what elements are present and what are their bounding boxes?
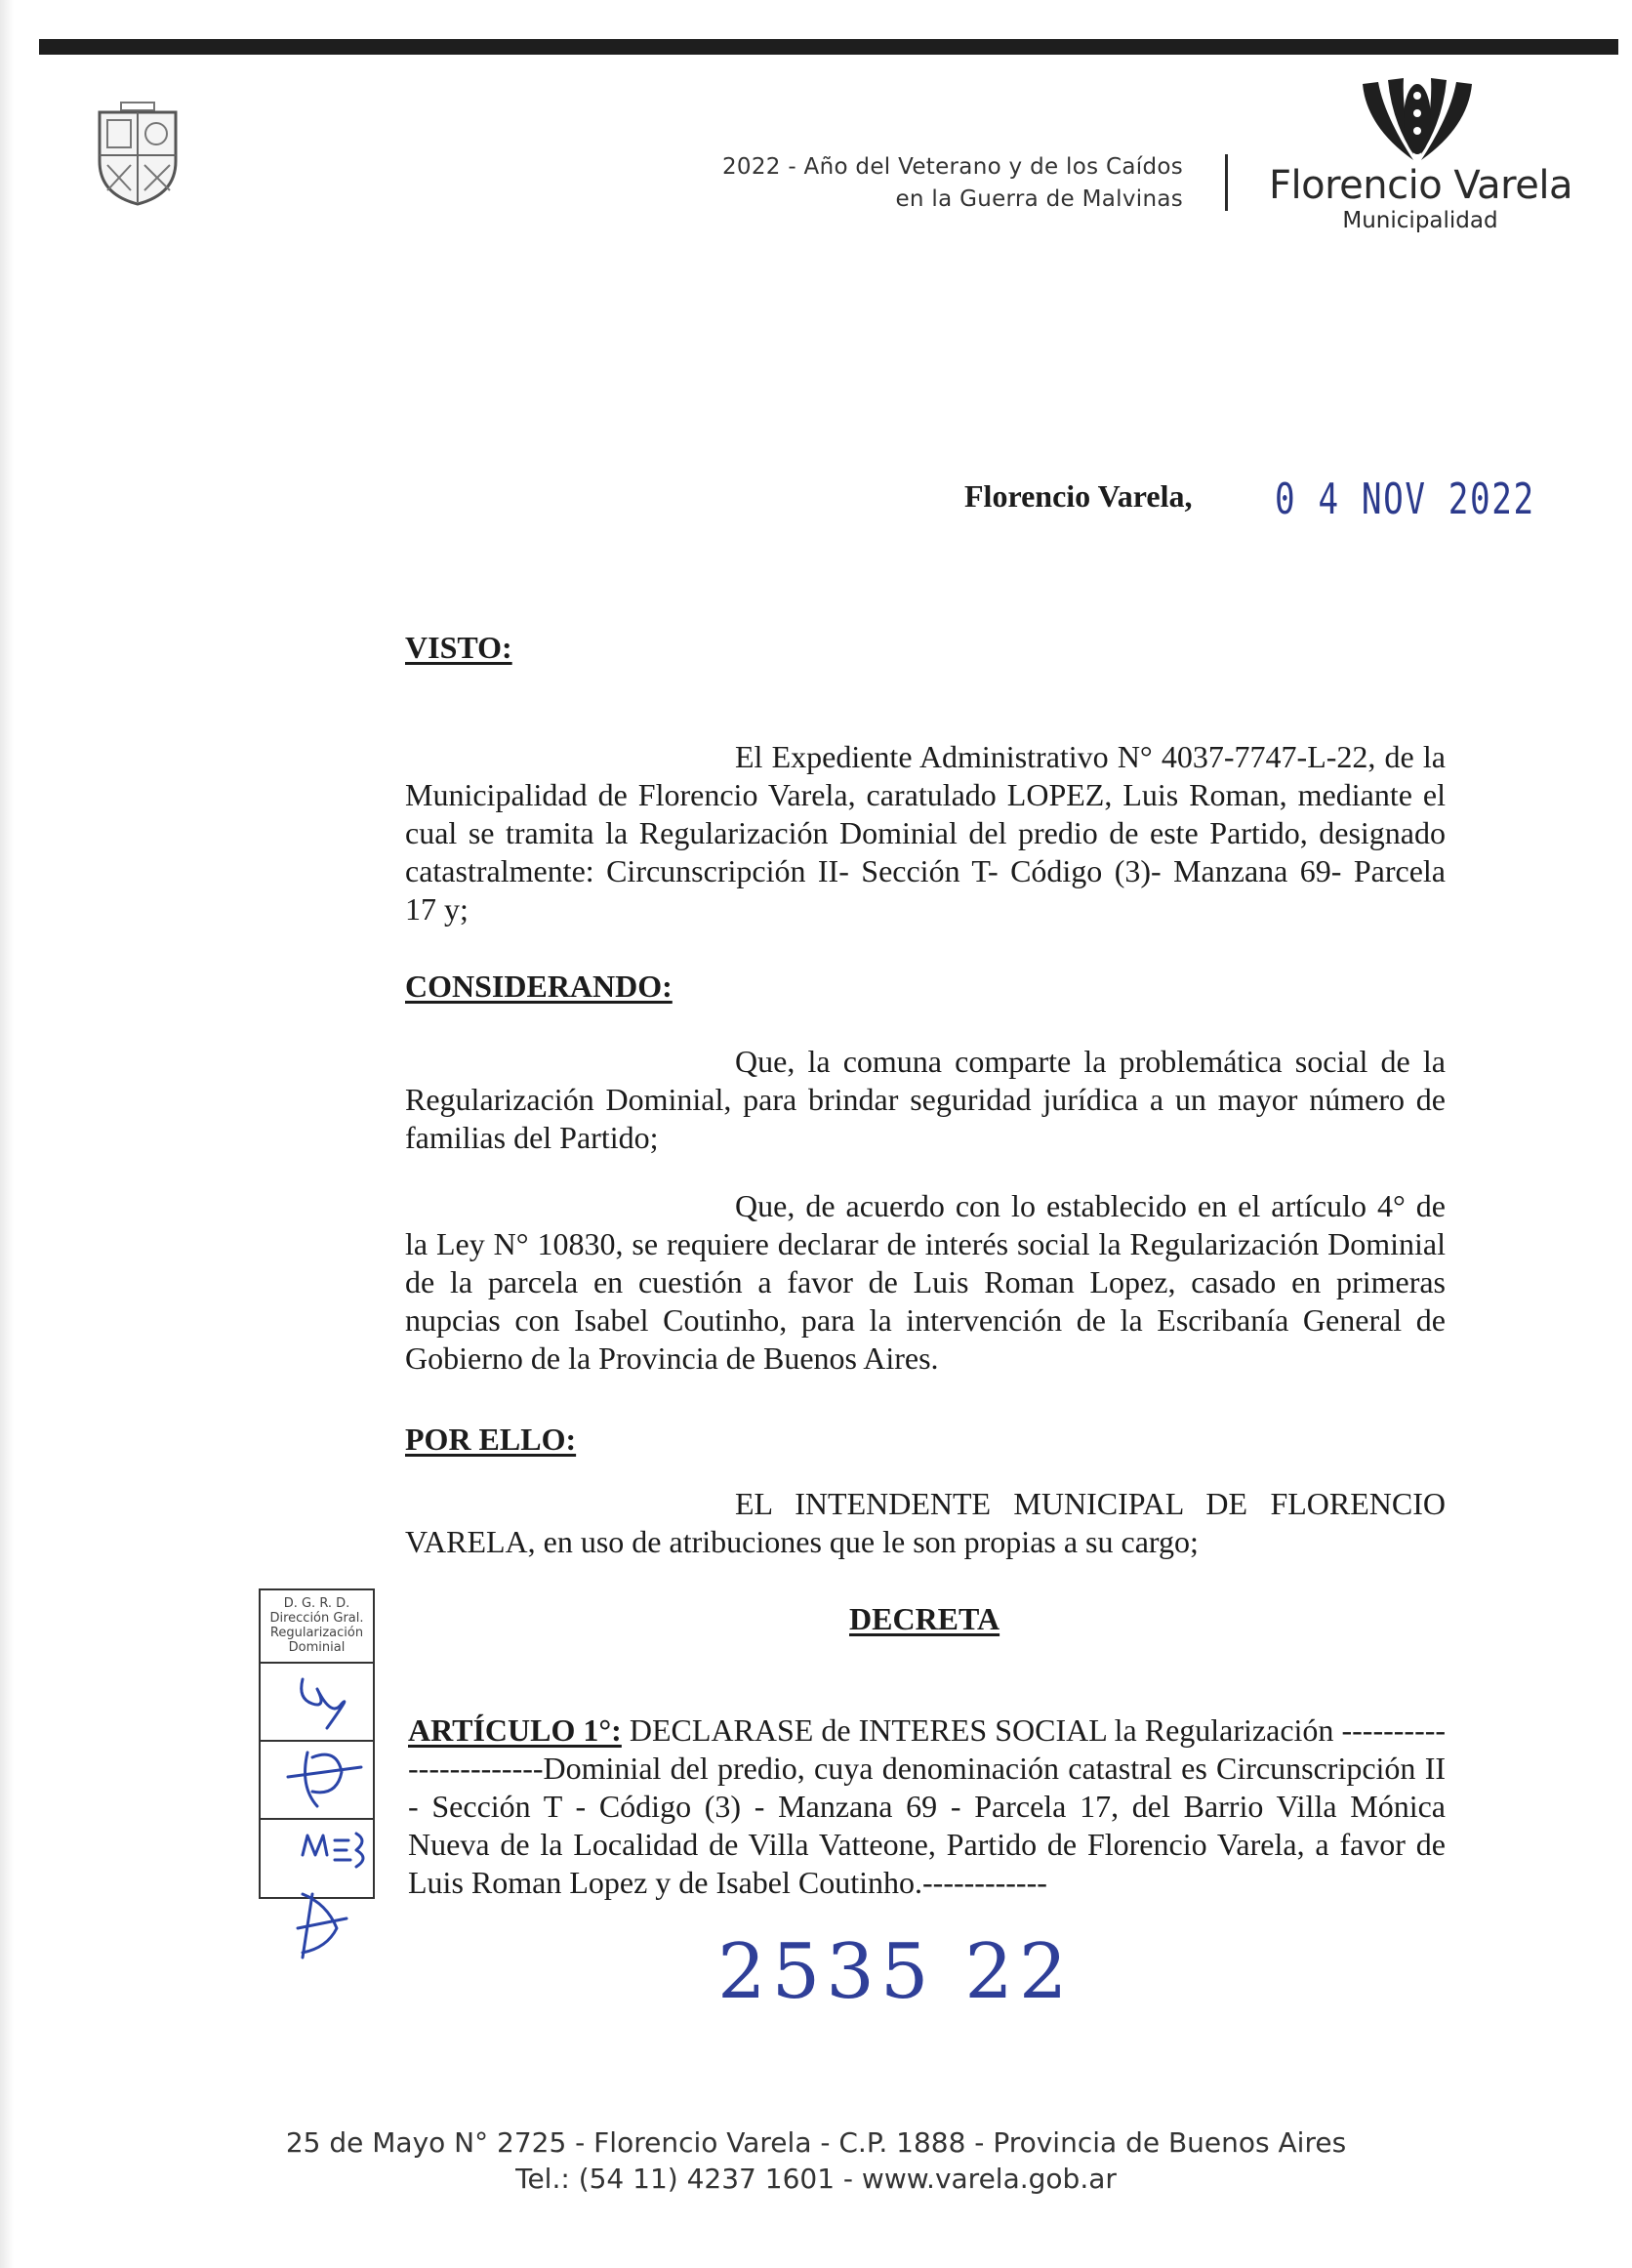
articulo-1-text: -----------------------Dominial del predio, cuya denominación catastral es Circunscripción II - Sección T - Código (3) - Manzana 69 - Parcela 17, del Barrio Villa Mónica Nueva de la Localidad de Villa Vatteone, Partido de Florencio Varela, a favor de Luis Roman Lopez y de Isabel Coutinho.------------: [408, 1712, 1447, 1900]
considerando-paragraph-1: [405, 1043, 1446, 1157]
heading-considerando: CONSIDERANDO:: [405, 969, 673, 1004]
visto-paragraph: [405, 738, 1446, 928]
initial-scribble: [298, 1894, 347, 1958]
dgrd-line-1: D. G. R. D.: [283, 1596, 350, 1611]
initial-scribble: [302, 1679, 345, 1728]
municipality-logo-icon: [1345, 76, 1489, 162]
footer-address: 25 de Mayo N° 2725 - Florencio Varela - C.P. 1888 - Provincia de Buenos Aires: [285, 2126, 1347, 2159]
header-divider: [1225, 154, 1228, 211]
place-label: Florencio Varela,: [964, 478, 1193, 514]
considerando-text-2: Que, de acuerdo con lo establecido en el artículo 4° de la Ley N° 10830, se requiere declarar de interés social la Regularización Dominial de la parcela en cuestión a favor de Luis Roman Lopez, casado en primeras nupcias con Isabel Coutinho, para la intervención de la Escribanía General de Gobierno de la Provincia de Buenos Aires.: [405, 1188, 1446, 1376]
por-ello-text: EL INTENDENTE MUNICIPAL DE FLORENCIO VARELA, en uso de atribuciones que le son propias a su cargo;: [405, 1486, 1446, 1559]
dgrd-line-2: Dirección Gral.: [269, 1611, 364, 1626]
visto-text: El Expediente Administrativo N° 4037-7747-L-22, de la Municipalidad de Florencio Varela, caratulado LOPEZ, Luis Roman, mediante el cual se tramita la Regularización Dominial del predio de este Partido, designado catastralmente: Circunscripción II- Sección T- Código (3)- Manzana 69- Parcela 17 y;: [405, 739, 1446, 927]
articulo-1-first-line: DECLARASE de INTERES SOCIAL la Regularización: [629, 1712, 1334, 1748]
considerando-text-1: Que, la comuna comparte la problemática social de la Regularización Dominial, para brindar seguridad jurídica a un mayor número de familias del Partido;: [405, 1044, 1446, 1155]
handwritten-initials: [259, 1660, 395, 1982]
dgrd-stamp-header: [261, 1590, 373, 1664]
dgrd-line-3: Regularización: [269, 1626, 364, 1640]
heading-decreta: DECRETA: [849, 1601, 1000, 1636]
heading-visto: VISTO:: [405, 630, 512, 665]
motto-line-1: 2022 - Año del Veterano y de los Caídos: [721, 154, 1183, 180]
header-motto: [722, 151, 1183, 216]
motto-line-2: en la Guerra de Malvinas: [895, 186, 1183, 212]
scan-top-bar: [39, 39, 1618, 55]
initial-scribble: [288, 1753, 361, 1806]
scan-edge-shadow: [0, 0, 14, 2268]
footer-contact: Tel.: (54 11) 4237 1601 - www.varela.gob.ar: [515, 2163, 1117, 2195]
crest-icon: [94, 101, 182, 206]
considerando-paragraph-2: [405, 1187, 1446, 1378]
articulo-1-label: ARTÍCULO 1°:: [408, 1712, 622, 1748]
por-ello-paragraph: [405, 1485, 1446, 1561]
articulo-1-paragraph: [408, 1711, 1446, 1902]
date-stamp: 0 4 NOV 2022: [1275, 474, 1535, 524]
brand-name: Florencio Varela: [1269, 163, 1572, 208]
initial-scribble: [303, 1834, 363, 1867]
decree-number-stamp: 2535 22: [717, 1928, 1074, 2016]
dgrd-line-4: Dominial: [288, 1640, 346, 1655]
heading-por-ello: POR ELLO:: [405, 1422, 577, 1457]
brand-subtitle: Municipalidad: [1342, 208, 1498, 233]
